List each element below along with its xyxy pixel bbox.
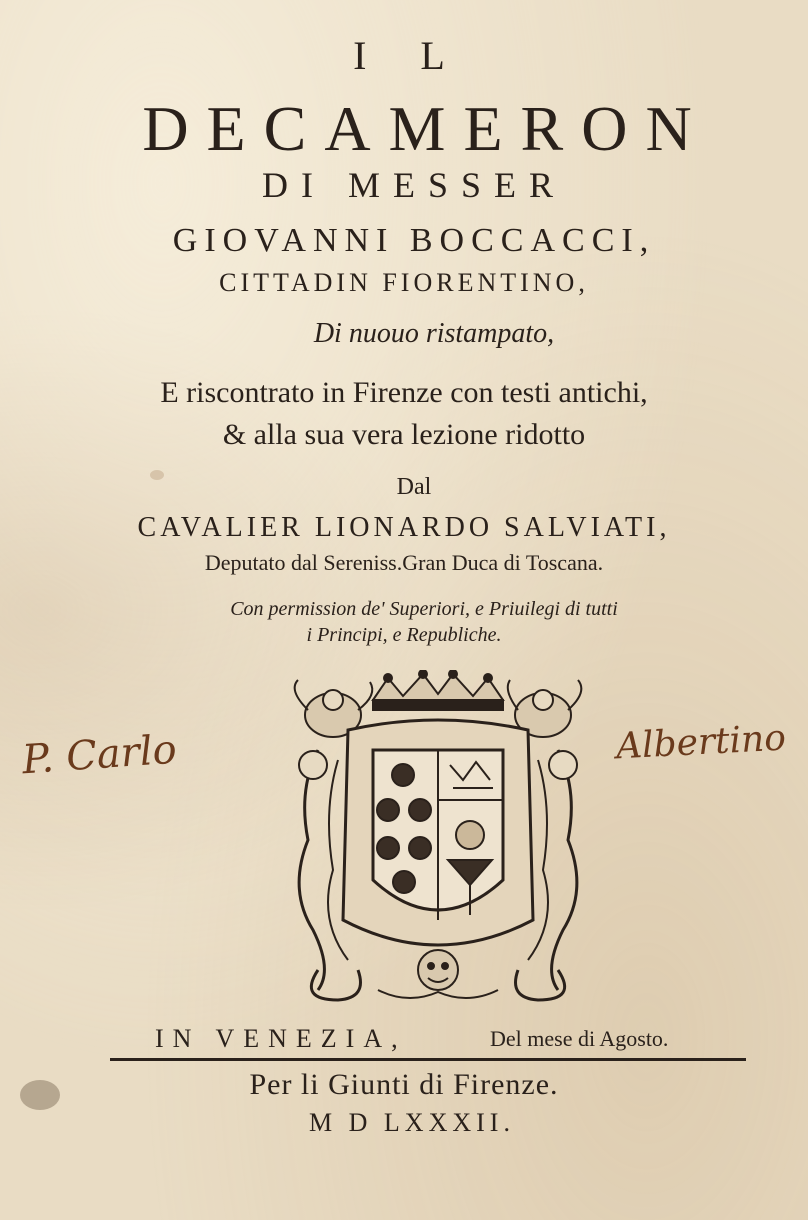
imprint-year: M D LXXXII.: [309, 1108, 515, 1137]
title-di-messer: DI MESSER: [261, 165, 567, 205]
editor-by: Dal: [396, 474, 432, 500]
reprint-note: Di nuouo ristampato,: [313, 318, 555, 349]
title-il: I L: [353, 33, 467, 78]
imprint-place: IN VENEZIA,: [155, 1024, 407, 1053]
imprint-printer: Per li Giunti di Firenze.: [249, 1068, 559, 1101]
horizontal-rule: [110, 1058, 746, 1061]
imprint-month: Del mese di Agosto.: [490, 1026, 669, 1051]
handwritten-signature-left: P. Carlo: [20, 726, 179, 784]
editor-title: Deputato dal Sereniss.Gran Duca di Toscana.: [204, 550, 604, 575]
title-decameron: DECAMERON: [142, 93, 710, 164]
handwritten-signature-right: Albertino: [615, 717, 787, 768]
editor-name: CAVALIER LIONARDO SALVIATI,: [137, 512, 671, 543]
privilege-note-1: Con permission de' Superiori, e Priuilegi di tutti: [230, 598, 618, 620]
privilege-note-2: i Principi, e Republiche.: [306, 624, 502, 646]
author-city: CITTADIN FIORENTINO,: [219, 268, 589, 297]
collation-note-1: E riscontrato in Firenze con testi antichi,: [160, 376, 648, 409]
collation-note-2: & alla sua vera lezione ridotto: [222, 418, 586, 451]
coat-of-arms-woodcut: [278, 670, 598, 1010]
author-name: GIOVANNI BOCCACCI,: [172, 222, 656, 259]
